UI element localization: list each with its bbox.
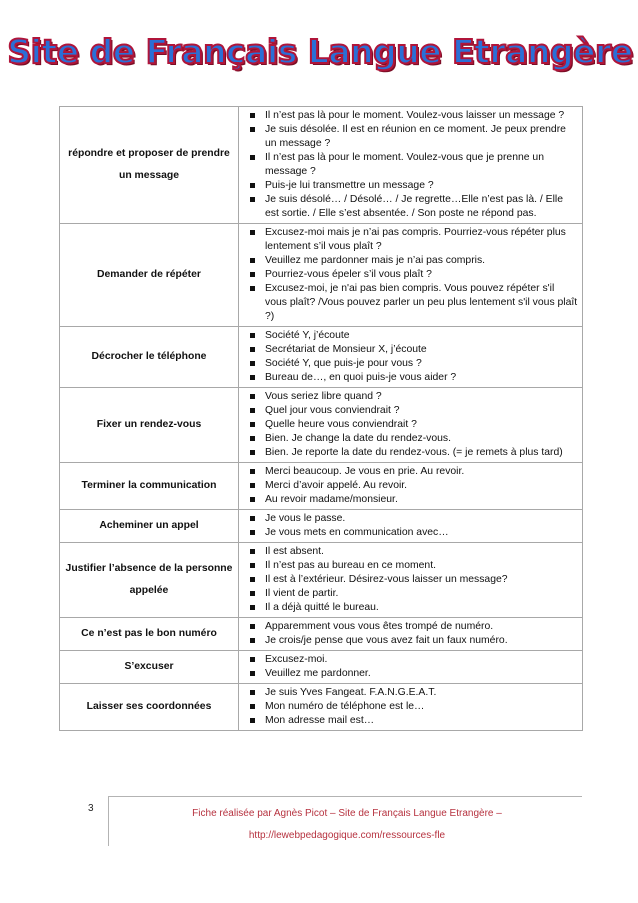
expressions-cell [239, 510, 583, 543]
expressions-list [243, 390, 578, 460]
expression-item: Vous seriez libre quand ? [243, 390, 578, 404]
phrases-table-body [60, 107, 583, 731]
situation-label [60, 684, 239, 731]
table-row [60, 224, 583, 327]
expression-item: Puis-je lui transmettre un message ? [243, 179, 578, 193]
expressions-cell [239, 618, 583, 651]
site-banner [7, 22, 633, 80]
situation-label-line: Terminer la communication [81, 480, 217, 491]
footer-divider [108, 796, 582, 797]
expression-item: Je crois/je pense que vous avez fait un faux numéro. [243, 634, 578, 648]
expression-item: Il est absent. [243, 545, 578, 559]
expressions-cell [239, 463, 583, 510]
table-row [60, 327, 583, 388]
expression-item: Il n’est pas là pour le moment. Voulez-vous que je prenne un message ? [243, 151, 578, 179]
expression-item: Veuillez me pardonner. [243, 667, 578, 681]
expression-item: Apparemment vous vous êtes trompé de numéro. [243, 620, 578, 634]
expression-item: Il est à l’extérieur. Désirez-vous laisser un message? [243, 573, 578, 587]
situation-label-line: Acheminer un appel [99, 520, 199, 531]
expression-item: Il vient de partir. [243, 587, 578, 601]
situation-label [60, 463, 239, 510]
expressions-list [243, 109, 578, 221]
expression-item: Au revoir madame/monsieur. [243, 493, 578, 507]
situation-label [60, 618, 239, 651]
situation-label [60, 388, 239, 463]
expressions-list [243, 465, 578, 507]
expression-item: Excusez-moi, je n'ai pas bien compris. Vous pouvez répéter s'il vous plaît? /Vous pouvez parler un peu plus lentement s'il vous plaît ?) [243, 282, 578, 324]
expression-item: Bureau de…, en quoi puis-je vous aider ? [243, 371, 578, 385]
expression-item: Quelle heure vous conviendrait ? [243, 418, 578, 432]
expression-item: Merci d’avoir appelé. Au revoir. [243, 479, 578, 493]
expressions-cell [239, 107, 583, 224]
expressions-list [243, 620, 578, 648]
footer-credit-line: Fiche réalisée par Agnès Picot – Site de Français Langue Etrangère – [192, 808, 502, 819]
expression-item: Société Y, que puis-je pour vous ? [243, 357, 578, 371]
expression-item: Je vous mets en communication avec… [243, 526, 578, 540]
situation-label [60, 327, 239, 388]
expression-item: Il n’est pas là pour le moment. Voulez-vous laisser un message ? [243, 109, 578, 123]
expressions-cell [239, 327, 583, 388]
expressions-list [243, 329, 578, 385]
situation-label-line: Fixer un rendez-vous [96, 419, 202, 430]
expressions-list [243, 686, 578, 728]
situation-label-line: répondre et proposer de prendre [68, 148, 230, 159]
expressions-cell [239, 224, 583, 327]
situation-label-line: appelée [129, 585, 169, 596]
expressions-cell [239, 388, 583, 463]
page-number: 3 [88, 803, 94, 814]
situation-label-line: Demander de répéter [97, 269, 201, 280]
situation-label [60, 543, 239, 618]
expression-item: Veuillez me pardonner mais je n’ai pas compris. [243, 254, 578, 268]
table-row [60, 684, 583, 731]
situation-label-line: S’excuser [124, 661, 174, 672]
footer-credit [112, 803, 582, 847]
expression-item: Excusez-moi mais je n’ai pas compris. Pourriez-vous répéter plus lentement s’il vous plaît ? [243, 226, 578, 254]
table-row [60, 107, 583, 224]
situation-label-line: un message [118, 170, 180, 181]
table-row [60, 388, 583, 463]
situation-label-line: Ce n’est pas le bon numéro [81, 628, 217, 639]
footer-vertical-divider [108, 796, 109, 846]
expression-item: Société Y, j’écoute [243, 329, 578, 343]
situation-label [60, 107, 239, 224]
table-row [60, 543, 583, 618]
expressions-list [243, 653, 578, 681]
situation-label [60, 224, 239, 327]
situation-label [60, 651, 239, 684]
expression-item: Il a déjà quitté le bureau. [243, 601, 578, 615]
footer-url[interactable]: http://lewebpedagogique.com/ressources-fle [248, 830, 446, 841]
expressions-list [243, 226, 578, 324]
expression-item: Bien. Je change la date du rendez-vous. [243, 432, 578, 446]
situation-label [60, 510, 239, 543]
table-row [60, 510, 583, 543]
situation-label-line: Justifier l’absence de la personne [65, 563, 233, 574]
expression-item: Je suis Yves Fangeat. F.A.N.G.E.A.T. [243, 686, 578, 700]
table-row [60, 463, 583, 510]
banner-title: Site de Français Langue Etrangère [7, 31, 633, 71]
expressions-list [243, 545, 578, 615]
expression-item: Bien. Je reporte la date du rendez-vous. (= je remets à plus tard) [243, 446, 578, 460]
situation-label-line: Laisser ses coordonnées [86, 701, 212, 712]
expressions-cell [239, 543, 583, 618]
expression-item: Je vous le passe. [243, 512, 578, 526]
expression-item: Pourriez-vous épeler s’il vous plaît ? [243, 268, 578, 282]
expression-item: Excusez-moi. [243, 653, 578, 667]
expression-item: Je suis désolée. Il est en réunion en ce moment. Je peux prendre un message ? [243, 123, 578, 151]
expression-item: Mon adresse mail est… [243, 714, 578, 728]
expressions-list [243, 512, 578, 540]
table-row [60, 651, 583, 684]
situation-label-line: Décrocher le téléphone [91, 351, 207, 362]
expression-item: Mon numéro de téléphone est le… [243, 700, 578, 714]
expressions-cell [239, 651, 583, 684]
expression-item: Merci beaucoup. Je vous en prie. Au revoir. [243, 465, 578, 479]
expression-item: Secrétariat de Monsieur X, j’écoute [243, 343, 578, 357]
table-row [60, 618, 583, 651]
expression-item: Quel jour vous conviendrait ? [243, 404, 578, 418]
phrases-table [59, 106, 583, 731]
expressions-cell [239, 684, 583, 731]
expression-item: Je suis désolé… / Désolé… / Je regrette…Elle n’est pas là. / Elle est sortie. / Elle s’est absentée. / Son poste ne répond pas. [243, 193, 578, 221]
expression-item: Il n’est pas au bureau en ce moment. [243, 559, 578, 573]
